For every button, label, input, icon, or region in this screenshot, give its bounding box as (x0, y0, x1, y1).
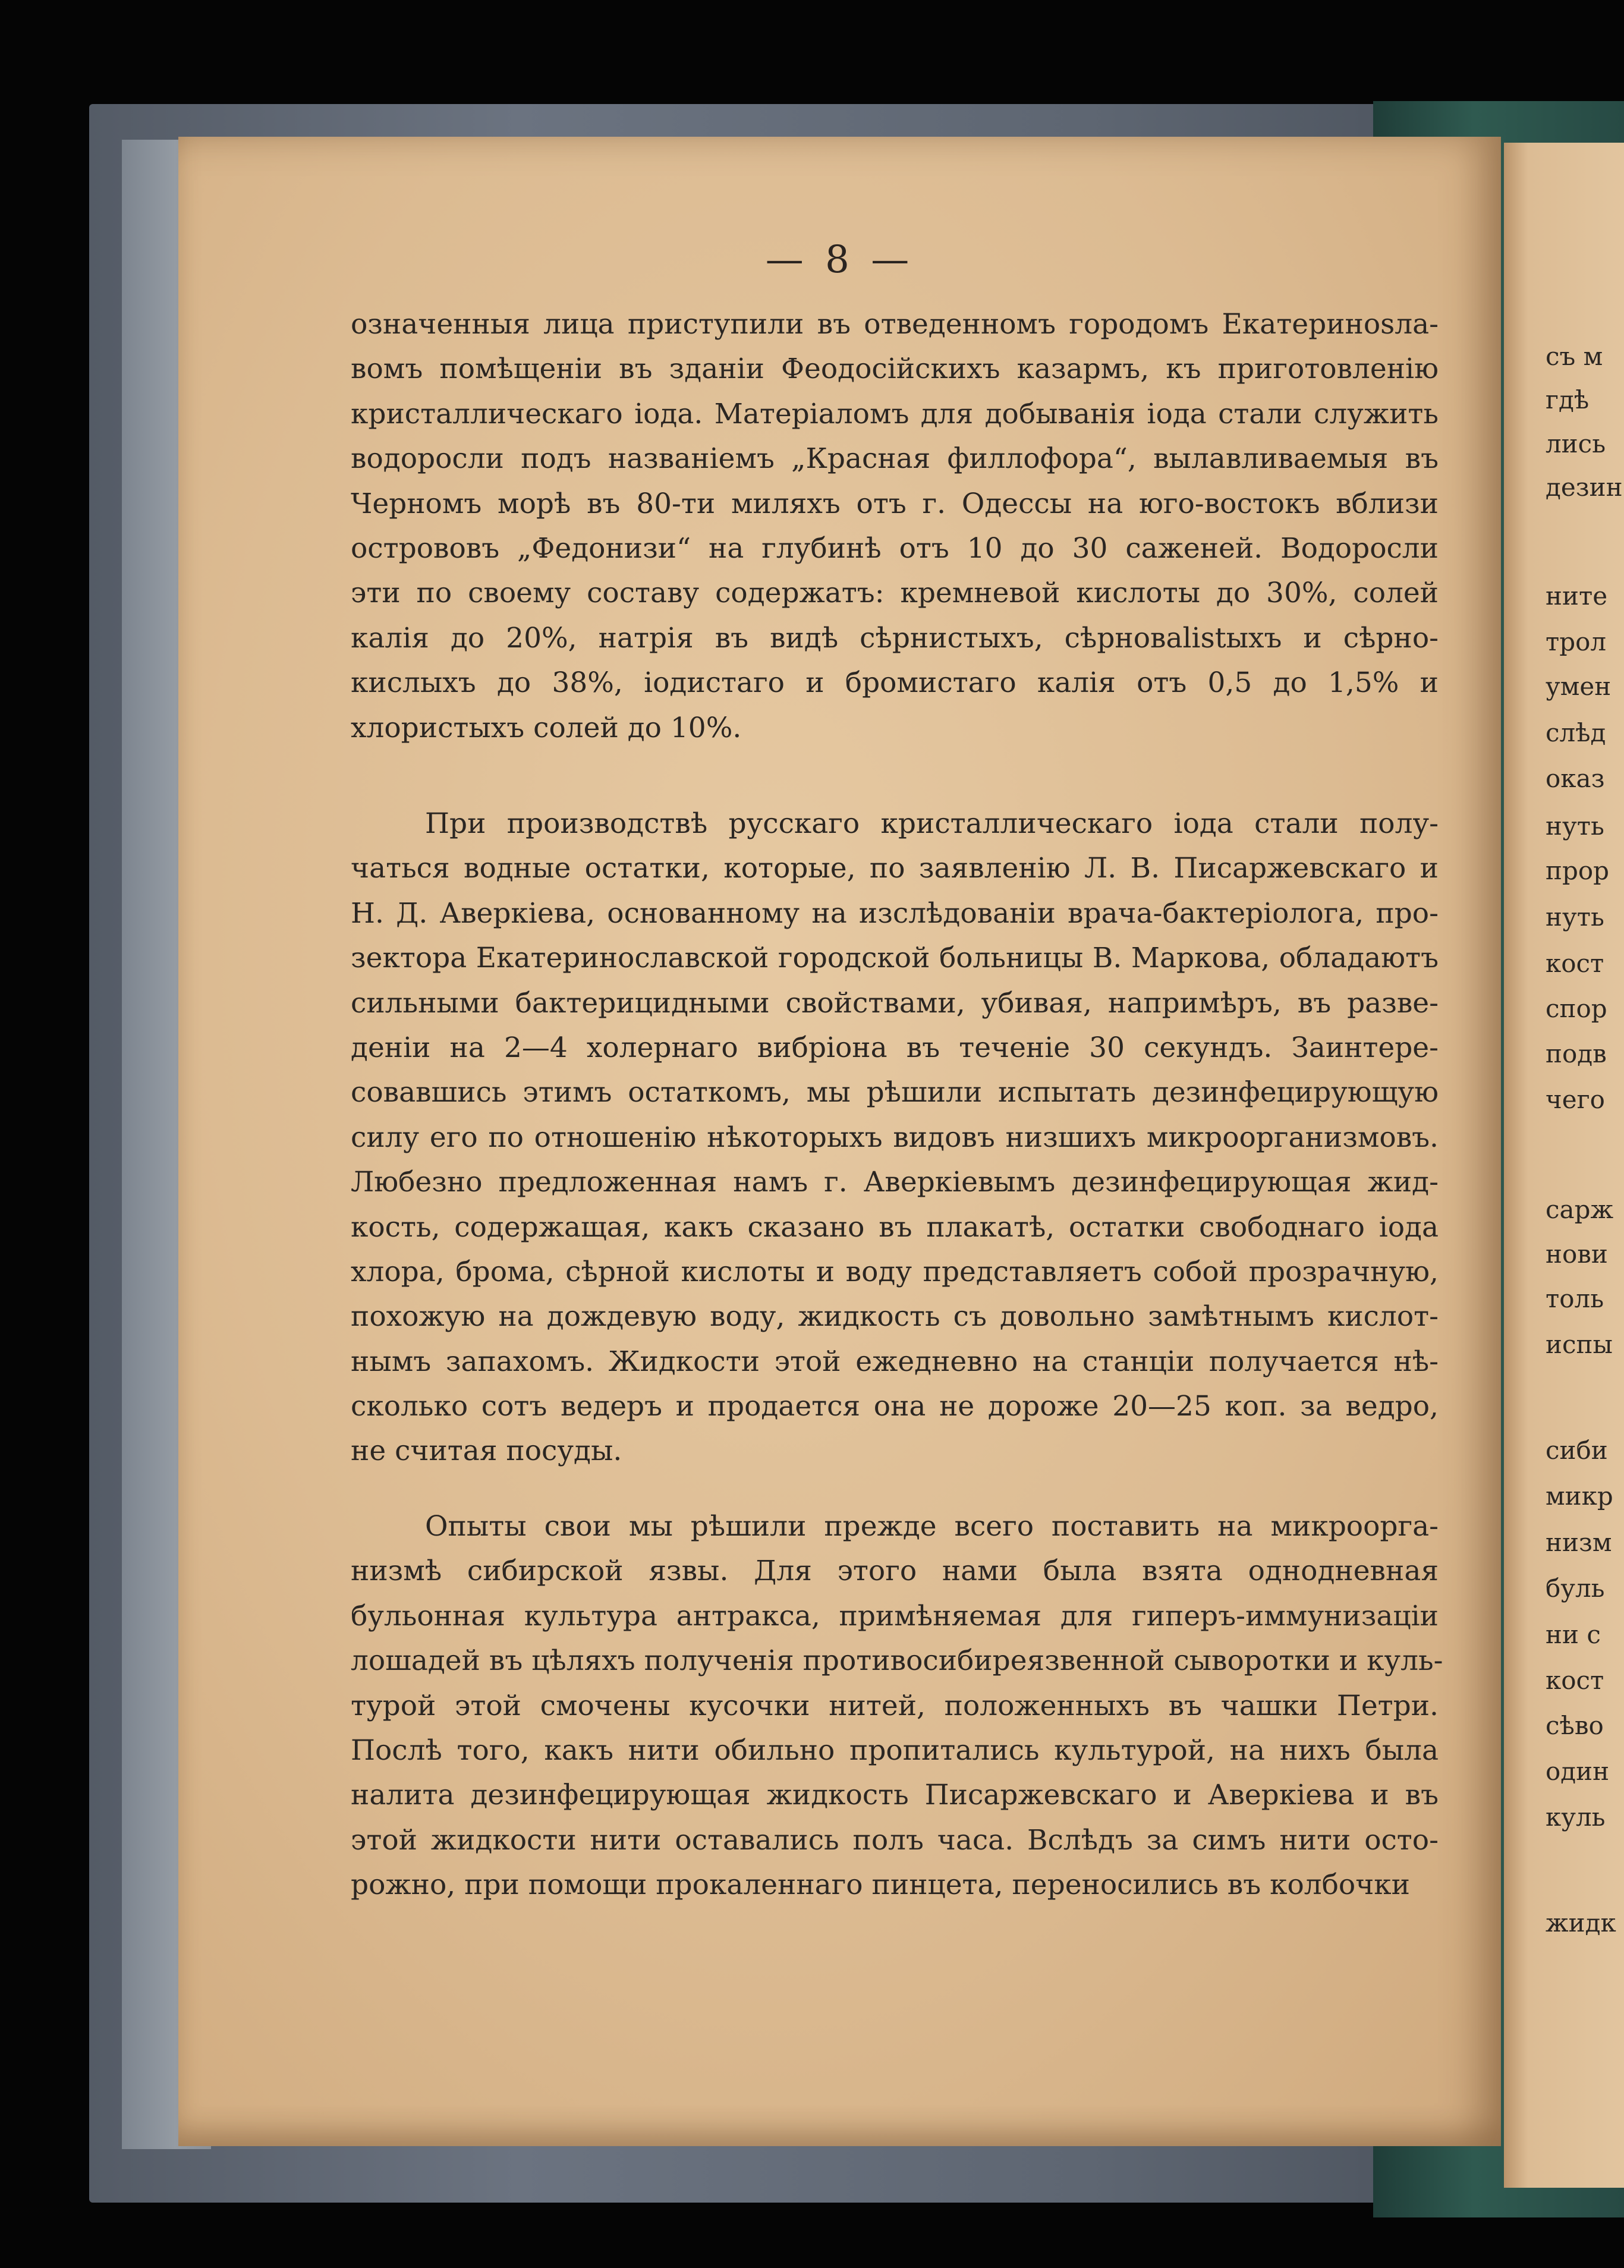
next-page-fragment: трол (1546, 627, 1607, 656)
paragraph-1 (351, 302, 1439, 750)
next-page-fragment: сѣво (1546, 1711, 1604, 1740)
text-line: хлористыхъ солей до 10%. (351, 711, 742, 744)
next-page-fragment: чего (1546, 1085, 1605, 1114)
text-line: Опыты свои мы рѣшили прежде всего поставить на микроорга- (425, 1510, 1439, 1543)
next-page-fragment: прор (1546, 856, 1610, 885)
text-line: эти по своему составу содержатъ: кремневой кислоты до 30%, солей (351, 577, 1439, 610)
text-line: калія до 20%, натрія въ видѣ сѣрнистыхъ, сѣрноваlistыхъ и сѣрно- (351, 621, 1439, 655)
next-page-fragment: один (1546, 1757, 1610, 1786)
text-line: означенныя лица приступили въ отведенномъ городомъ Екатеринosла- (351, 308, 1439, 341)
text-line: Черномъ морѣ въ 80-ти миляхъ отъ г. Одессы на юго-востокъ вблизи (351, 487, 1439, 520)
next-page-fragment: куль (1546, 1803, 1606, 1832)
next-page-fragment: жидк (1546, 1908, 1616, 1937)
next-page-fragment: микр (1546, 1481, 1613, 1511)
text-line: При производствѣ русскаго кристаллическаго іода стали полу- (425, 807, 1439, 840)
text-line: деніи на 2—4 холернаго вибріона въ теченіе 30 секундъ. Заинтере- (351, 1031, 1439, 1064)
text-line: рожно, при помощи прокаленнаго пинцета, переносились въ колбочки (351, 1868, 1411, 1902)
text-line: этой жидкости нити оставались полъ часа. Вслѣдъ за симъ нити осто- (351, 1823, 1439, 1857)
text-line: кость, содержащая, какъ сказано въ плакатѣ, остатки свободнаго іода (351, 1210, 1439, 1244)
next-page-fragment: кост (1546, 949, 1604, 978)
next-page-fragment: испы (1546, 1330, 1613, 1359)
book-page (178, 137, 1501, 2146)
next-page-fragment: сарж (1546, 1195, 1614, 1224)
text-line: водоросли подъ названіемъ „Красная филлофора“, вылавливаемыя въ (351, 442, 1439, 476)
next-page-fragment: ни с (1546, 1620, 1601, 1649)
page-number: — 8 — (765, 238, 914, 282)
next-page-fragment: нуть (1546, 902, 1604, 932)
text-line: зектора Екатеринославской городской больницы В. Маркова, обладаютъ (351, 942, 1439, 975)
next-page-fragment: буль (1546, 1574, 1605, 1603)
text-line: силу его по отношенію нѣкоторыхъ видовъ низшихъ микроорганизмовъ. (351, 1121, 1439, 1154)
text-line: Послѣ того, какъ нити обильно пропитались культурой, на нихъ была (351, 1734, 1439, 1767)
text-line: похожую на дождевую воду, жидкость съ довольно замѣтнымъ кислот- (351, 1300, 1439, 1333)
next-page-fragment: сиби (1546, 1436, 1608, 1465)
text-line: кислыхъ до 38%, іодистаго и бромистаго калія отъ 0,5 до 1,5% и (351, 666, 1439, 700)
next-page-fragment: ните (1546, 581, 1608, 611)
text-line: совавшись этимъ остаткомъ, мы рѣшили испытать дезинфецирующую (351, 1076, 1439, 1109)
text-line: низмѣ сибирской язвы. Для этого нами была взята однодневная (351, 1555, 1439, 1588)
text-line: нымъ запахомъ. Жидкости этой ежедневно на станціи получается нѣ- (351, 1345, 1439, 1378)
text-line: лошадей въ цѣляхъ полученія противосибиреязвенной сыворотки и куль- (351, 1644, 1443, 1678)
next-page-fragment: лись (1546, 429, 1606, 458)
text-line: не считая посуды. (351, 1435, 622, 1468)
text-line: налита дезинфецирующая жидкость Писаржевскаго и Аверкіева и въ (351, 1779, 1439, 1812)
text-line: чаться водные остатки, которые, по заявленію Л. В. Писаржевскаго и (351, 852, 1439, 885)
next-page-fragment: оказ (1546, 764, 1605, 793)
next-page-fragment: нови (1546, 1240, 1608, 1269)
text-line: хлора, брома, сѣрной кислоты и воду представляетъ собой прозрачную, (351, 1255, 1439, 1288)
next-page-fragment: слѣд (1546, 718, 1606, 747)
next-page-fragment: подв (1546, 1039, 1607, 1068)
paragraph-3 (351, 1504, 1443, 1908)
next-page-fragment: низм (1546, 1528, 1612, 1557)
next-page-fragment: толь (1546, 1284, 1604, 1313)
text-line: сильными бактерицидными свойствами, убивая, напримѣръ, въ разве- (351, 986, 1439, 1020)
next-page-fragment: съ м (1546, 342, 1603, 371)
text-line: турой этой смочены кусочки нитей, положенныхъ въ чашки Петри. (351, 1689, 1439, 1722)
next-page-fragment: дезин (1546, 473, 1623, 502)
next-page-fragment: спор (1546, 994, 1607, 1023)
text-line: кристаллическаго іода. Матеріаломъ для добыванія іода стали служить (351, 397, 1439, 430)
text-line: сколько сотъ ведеръ и продается она не дороже 20—25 коп. за ведро, (351, 1390, 1439, 1423)
next-page-fragment: умен (1546, 672, 1612, 701)
next-page-fragment: нуть (1546, 811, 1604, 841)
next-page-fragment: гдѣ (1546, 385, 1590, 414)
next-page-fragment: кост (1546, 1666, 1604, 1695)
text-line: Н. Д. Аверкіева, основанному на изслѣдованіи врача-бактеріолога, про- (351, 896, 1439, 930)
text-line: бульонная культура антракса, примѣняемая для гиперъ-иммунизаціи (351, 1599, 1439, 1632)
paragraph-2 (351, 801, 1439, 1474)
text-line: вомъ помѣщеніи въ зданіи Феодосійскихъ казармъ, къ приготовленію (351, 353, 1439, 386)
text-line: острововъ „Федонизи“ на глубинѣ отъ 10 до 30 саженей. Водоросли (351, 531, 1439, 565)
text-line: Любезно предложенная намъ г. Аверкіевымъ дезинфецирующая жид- (351, 1166, 1439, 1199)
